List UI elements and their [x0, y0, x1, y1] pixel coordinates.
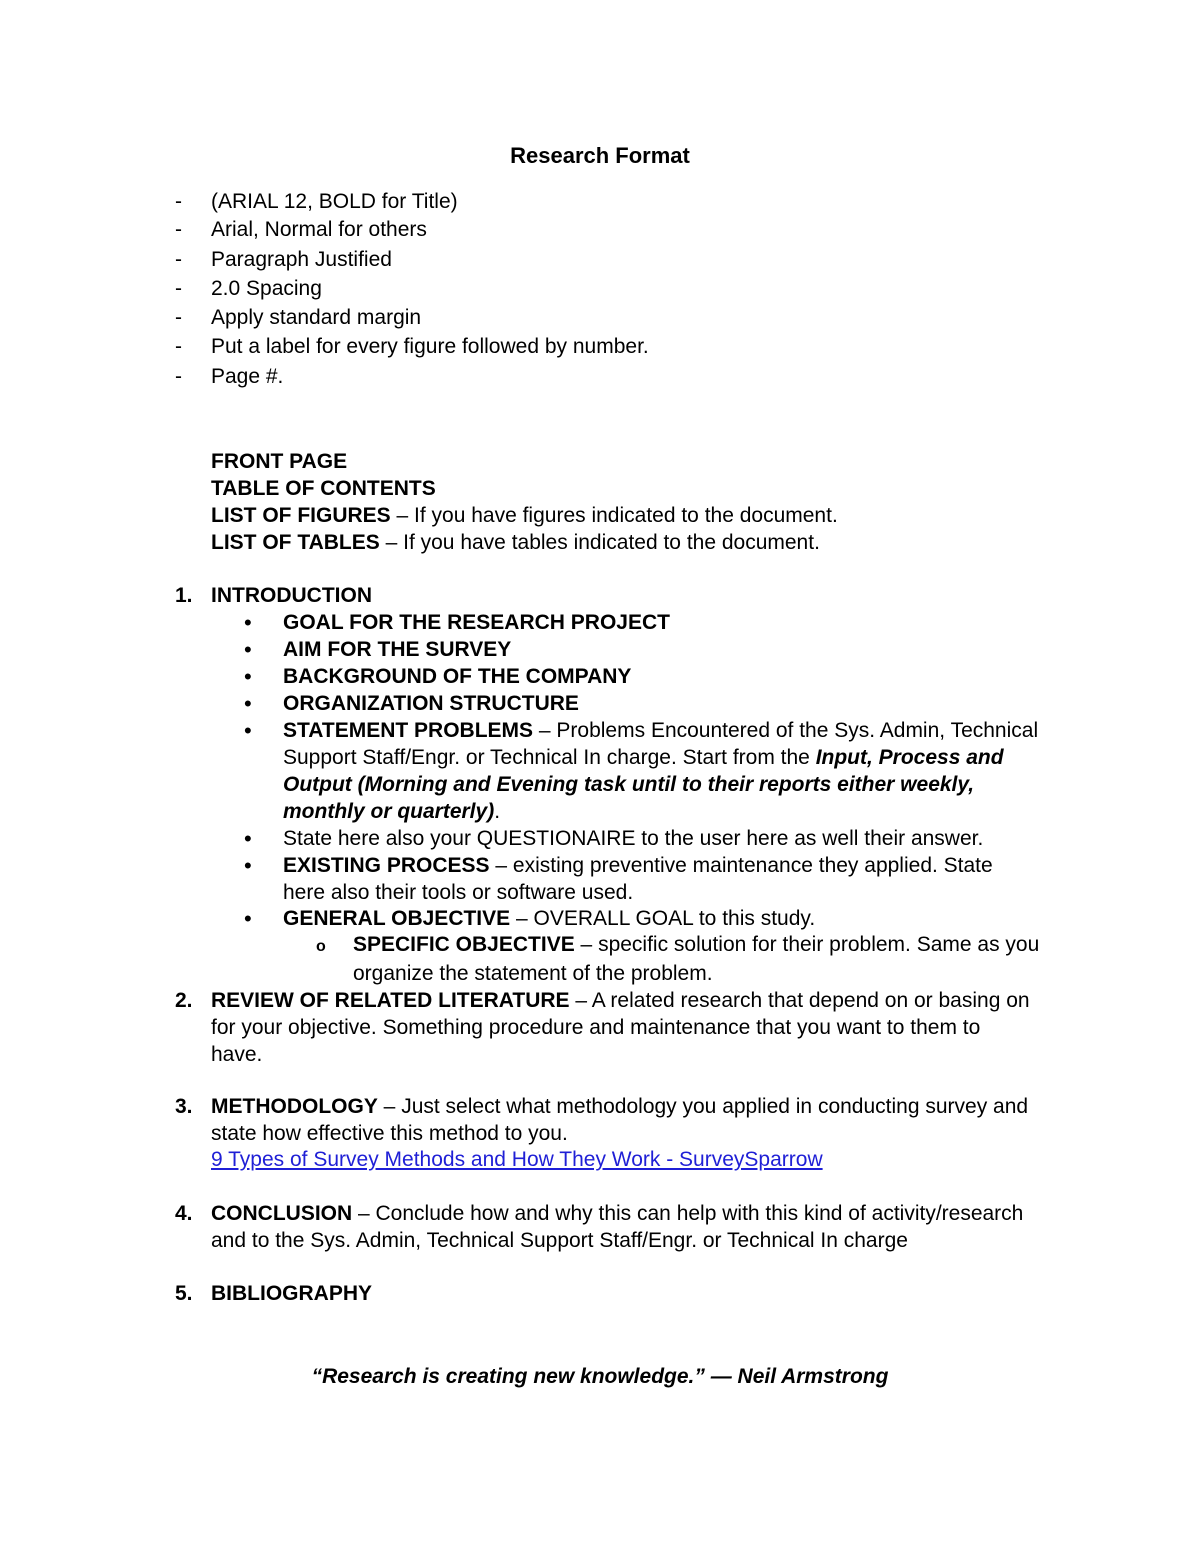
dash-marker: -: [175, 190, 182, 213]
specific-label: SPECIFIC OBJECTIVE: [353, 933, 575, 956]
section-heading: METHODOLOGY: [211, 1095, 378, 1118]
intro-item-specific: [353, 932, 1039, 958]
existing-label: EXISTING PROCESS: [283, 854, 490, 877]
existing-text: here also their tools or software used.: [283, 881, 634, 904]
front-matter-desc: – If you have tables indicated to the document.: [379, 531, 820, 554]
section-text: for your objective. Something procedure and maintenance that you want to them to: [211, 1016, 981, 1039]
dash-marker: -: [175, 277, 182, 300]
front-matter-label: LIST OF FIGURES: [211, 504, 391, 527]
bullet-marker: •: [244, 718, 252, 743]
intro-item-statement-line: [283, 799, 500, 825]
specific-text: – specific solution for their problem. Same as you: [574, 933, 1040, 956]
section-heading: BIBLIOGRAPHY: [211, 1282, 373, 1305]
general-text: – OVERALL GOAL to this study.: [510, 907, 816, 930]
intro-item-org: ORGANIZATION STRUCTURE: [283, 692, 579, 715]
format-rule: 2.0 Spacing: [211, 277, 322, 300]
dash-marker: -: [175, 248, 182, 271]
statement-text: .: [494, 800, 501, 823]
section-number: 5.: [175, 1282, 193, 1305]
bullet-marker: •: [244, 906, 252, 931]
front-matter-item: [211, 449, 347, 475]
closing-quote: “Research is creating new knowledge.” — Neil Armstrong: [311, 1365, 889, 1388]
bullet-marker: •: [244, 691, 252, 716]
section-line: [211, 988, 1030, 1014]
intro-item-statement-line: [283, 718, 1038, 744]
format-rule: Put a label for every figure followed by number.: [211, 335, 649, 358]
dash-marker: -: [175, 218, 182, 241]
statement-text: Support Staff/Engr. or Technical In charge. Start from the: [283, 746, 816, 769]
dash-marker: -: [175, 306, 182, 329]
intro-item-goal: GOAL FOR THE RESEARCH PROJECT: [283, 611, 670, 634]
section-text: and to the Sys. Admin, Technical Support Staff/Engr. or Technical In charge: [211, 1229, 908, 1252]
front-matter-item: [211, 476, 436, 502]
section-heading: INTRODUCTION: [211, 584, 372, 607]
format-rule: (ARIAL 12, BOLD for Title): [211, 190, 458, 213]
general-label: GENERAL OBJECTIVE: [283, 907, 511, 930]
section-text: state how effective this method to you.: [211, 1122, 568, 1145]
format-rule: Arial, Normal for others: [211, 218, 427, 241]
intro-item-aim: AIM FOR THE SURVEY: [283, 638, 512, 661]
bullet-marker: •: [244, 637, 252, 662]
intro-item-background: BACKGROUND OF THE COMPANY: [283, 665, 632, 688]
section-line: [211, 1094, 1028, 1120]
format-rule: Apply standard margin: [211, 306, 422, 329]
section-number: 3.: [175, 1095, 193, 1118]
section-text: – Just select what methodology you applied in conducting survey and: [377, 1095, 1029, 1118]
specific-text: organize the statement of the problem.: [353, 962, 713, 985]
front-matter-item: [211, 503, 838, 529]
front-matter-label: TABLE OF CONTENTS: [211, 477, 436, 500]
intro-item-statement-line: [283, 745, 1004, 771]
dash-marker: -: [175, 335, 182, 358]
section-heading: CONCLUSION: [211, 1202, 353, 1225]
page-title: Research Format: [510, 143, 690, 168]
section-number: 2.: [175, 989, 193, 1012]
bullet-marker: •: [244, 610, 252, 635]
section-line: [211, 1201, 1023, 1227]
statement-emphasis: Output (Morning and Evening task until to their reports either weekly,: [283, 773, 975, 796]
front-matter-label: FRONT PAGE: [211, 450, 348, 473]
bullet-marker: •: [244, 853, 252, 878]
front-matter-desc: – If you have figures indicated to the document.: [390, 504, 838, 527]
bullet-marker: •: [244, 664, 252, 689]
front-matter-item: [211, 530, 820, 556]
existing-text: – existing preventive maintenance they applied. State: [489, 854, 993, 877]
format-rule: Page #.: [211, 365, 284, 388]
survey-methods-link[interactable]: 9 Types of Survey Methods and How They Work - SurveySparrow: [211, 1148, 823, 1171]
section-text: have.: [211, 1043, 263, 1066]
statement-emphasis: Input, Process and: [815, 746, 1004, 769]
intro-item-existing: [283, 853, 993, 879]
statement-emphasis: monthly or quarterly): [283, 800, 495, 823]
subbullet-marker: o: [316, 938, 326, 955]
intro-item-questionnaire: State here also your QUESTIONAIRE to the user here as well their answer.: [283, 827, 984, 850]
bullet-marker: •: [244, 826, 252, 851]
section-heading: REVIEW OF RELATED LITERATURE: [211, 989, 570, 1012]
format-rule: Paragraph Justified: [211, 248, 392, 271]
section-number: 1.: [175, 584, 193, 607]
intro-item-general: [283, 906, 815, 932]
statement-label: STATEMENT PROBLEMS: [283, 719, 534, 742]
section-number: 4.: [175, 1202, 193, 1225]
section-text: – A related research that depend on or basing on: [569, 989, 1030, 1012]
dash-marker: -: [175, 365, 182, 388]
statement-text: – Problems Encountered of the Sys. Admin, Technical: [533, 719, 1039, 742]
front-matter-label: LIST OF TABLES: [211, 531, 380, 554]
section-text: – Conclude how and why this can help with this kind of activity/research: [352, 1202, 1024, 1225]
